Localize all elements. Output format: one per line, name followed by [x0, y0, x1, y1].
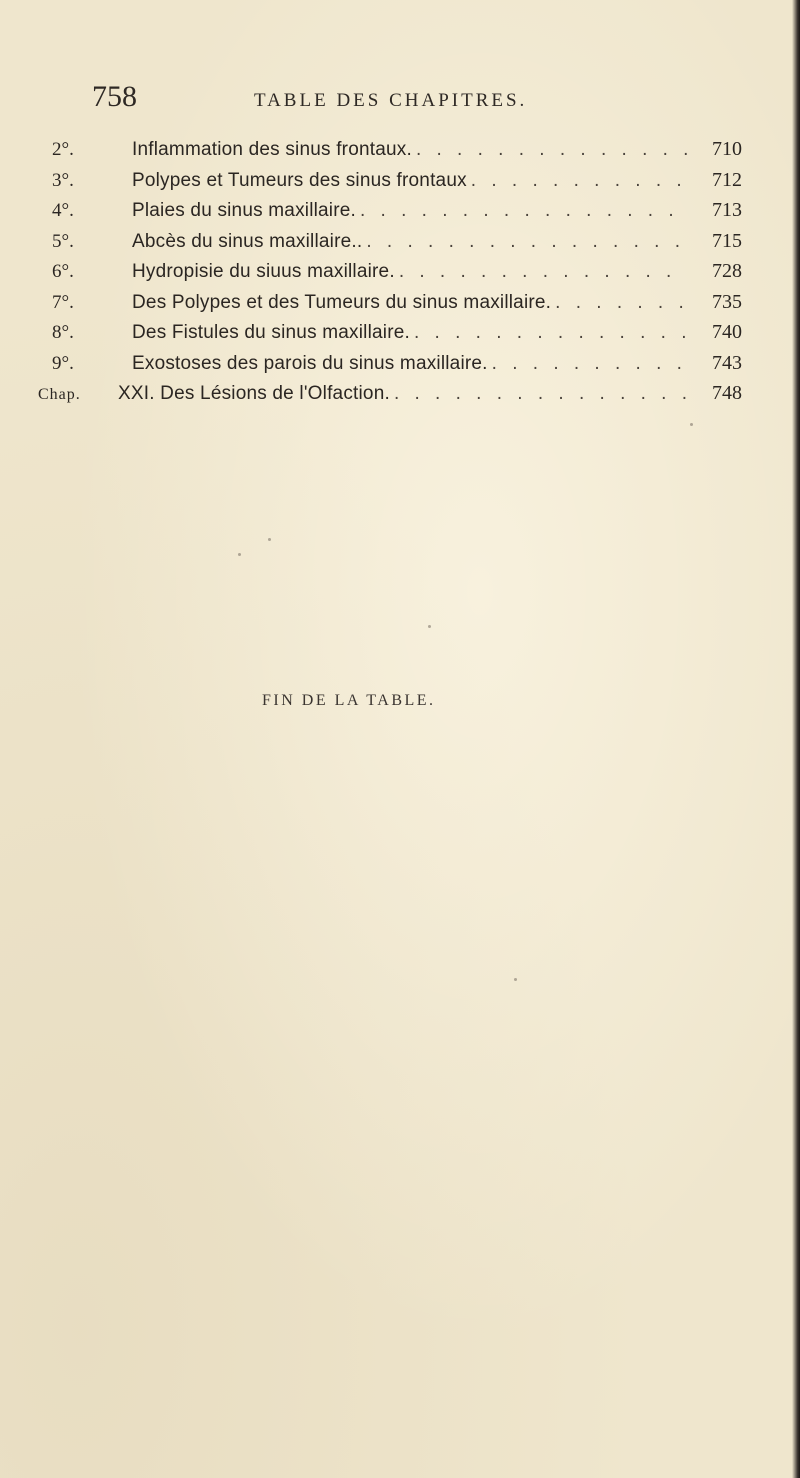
entry-title: Abcès du sinus maxillaire..	[132, 230, 363, 252]
paper-speck	[428, 625, 431, 628]
entry-title: XXI. Des Lésions de l'Olfaction.	[118, 383, 390, 404]
page-header	[92, 80, 712, 124]
dot-leader	[488, 353, 688, 375]
entry-title: Inflammation des sinus frontaux.	[132, 139, 412, 160]
dot-leader	[551, 292, 688, 314]
entry-page: 713	[712, 199, 742, 221]
entry-number: 2°.	[52, 139, 74, 160]
toc-entry	[52, 230, 742, 261]
entry-number: 7°.	[52, 291, 74, 313]
entry-page: 728	[712, 260, 742, 282]
paper-speck	[514, 978, 517, 981]
entry-number: 6°.	[52, 261, 74, 282]
toc-entry	[52, 291, 742, 322]
dot-leader	[410, 322, 688, 344]
entry-number: 9°.	[52, 352, 74, 374]
entry-page: 748	[712, 382, 742, 404]
entry-number: 8°.	[52, 322, 74, 343]
chapter-label: Chap.	[38, 386, 81, 403]
entry-title: Plaies du sinus maxillaire.	[132, 200, 356, 221]
entry-number: 5°.	[52, 230, 74, 252]
toc-entry	[52, 260, 742, 291]
entry-number: 3°.	[52, 169, 74, 191]
entry-page: 743	[712, 351, 742, 374]
entry-title: Polypes et Tumeurs des sinus frontaux	[132, 169, 467, 191]
entry-title: Des Polypes et des Tumeurs du sinus maxillaire.	[132, 291, 552, 313]
toc-entry	[52, 199, 742, 230]
dot-leader	[356, 200, 688, 222]
entry-page: 710	[712, 138, 742, 160]
toc-entry	[52, 352, 742, 383]
toc-entry	[52, 169, 742, 200]
entry-title: Exostoses des parois du sinus maxillaire.	[132, 352, 488, 374]
toc-entry	[52, 321, 742, 352]
dot-leader	[395, 261, 688, 283]
entry-page: 735	[712, 290, 742, 313]
toc-entry	[52, 138, 742, 169]
paper-speck	[238, 553, 241, 556]
entry-page: 740	[712, 321, 742, 343]
page-number: 758	[92, 80, 137, 113]
entry-number: 4°.	[52, 200, 74, 221]
entry-title: Hydropisie du siuus maxillaire.	[132, 261, 395, 282]
dot-leader	[362, 231, 688, 253]
entry-page: 715	[712, 229, 742, 252]
entry-title: Des Fistules du sinus maxillaire.	[132, 322, 410, 343]
page-edge-shadow	[792, 0, 800, 1478]
dot-leader	[412, 139, 688, 161]
running-head: TABLE DES CHAPITRES.	[254, 90, 528, 111]
paper-speck	[268, 538, 271, 541]
table-of-contents	[38, 138, 742, 413]
paper-speck	[690, 423, 693, 426]
dot-leader	[467, 170, 688, 192]
toc-entry-chapter	[38, 382, 742, 413]
end-of-table-mark: FIN DE LA TABLE.	[262, 692, 436, 709]
dot-leader	[390, 383, 688, 405]
entry-page: 712	[712, 168, 742, 191]
